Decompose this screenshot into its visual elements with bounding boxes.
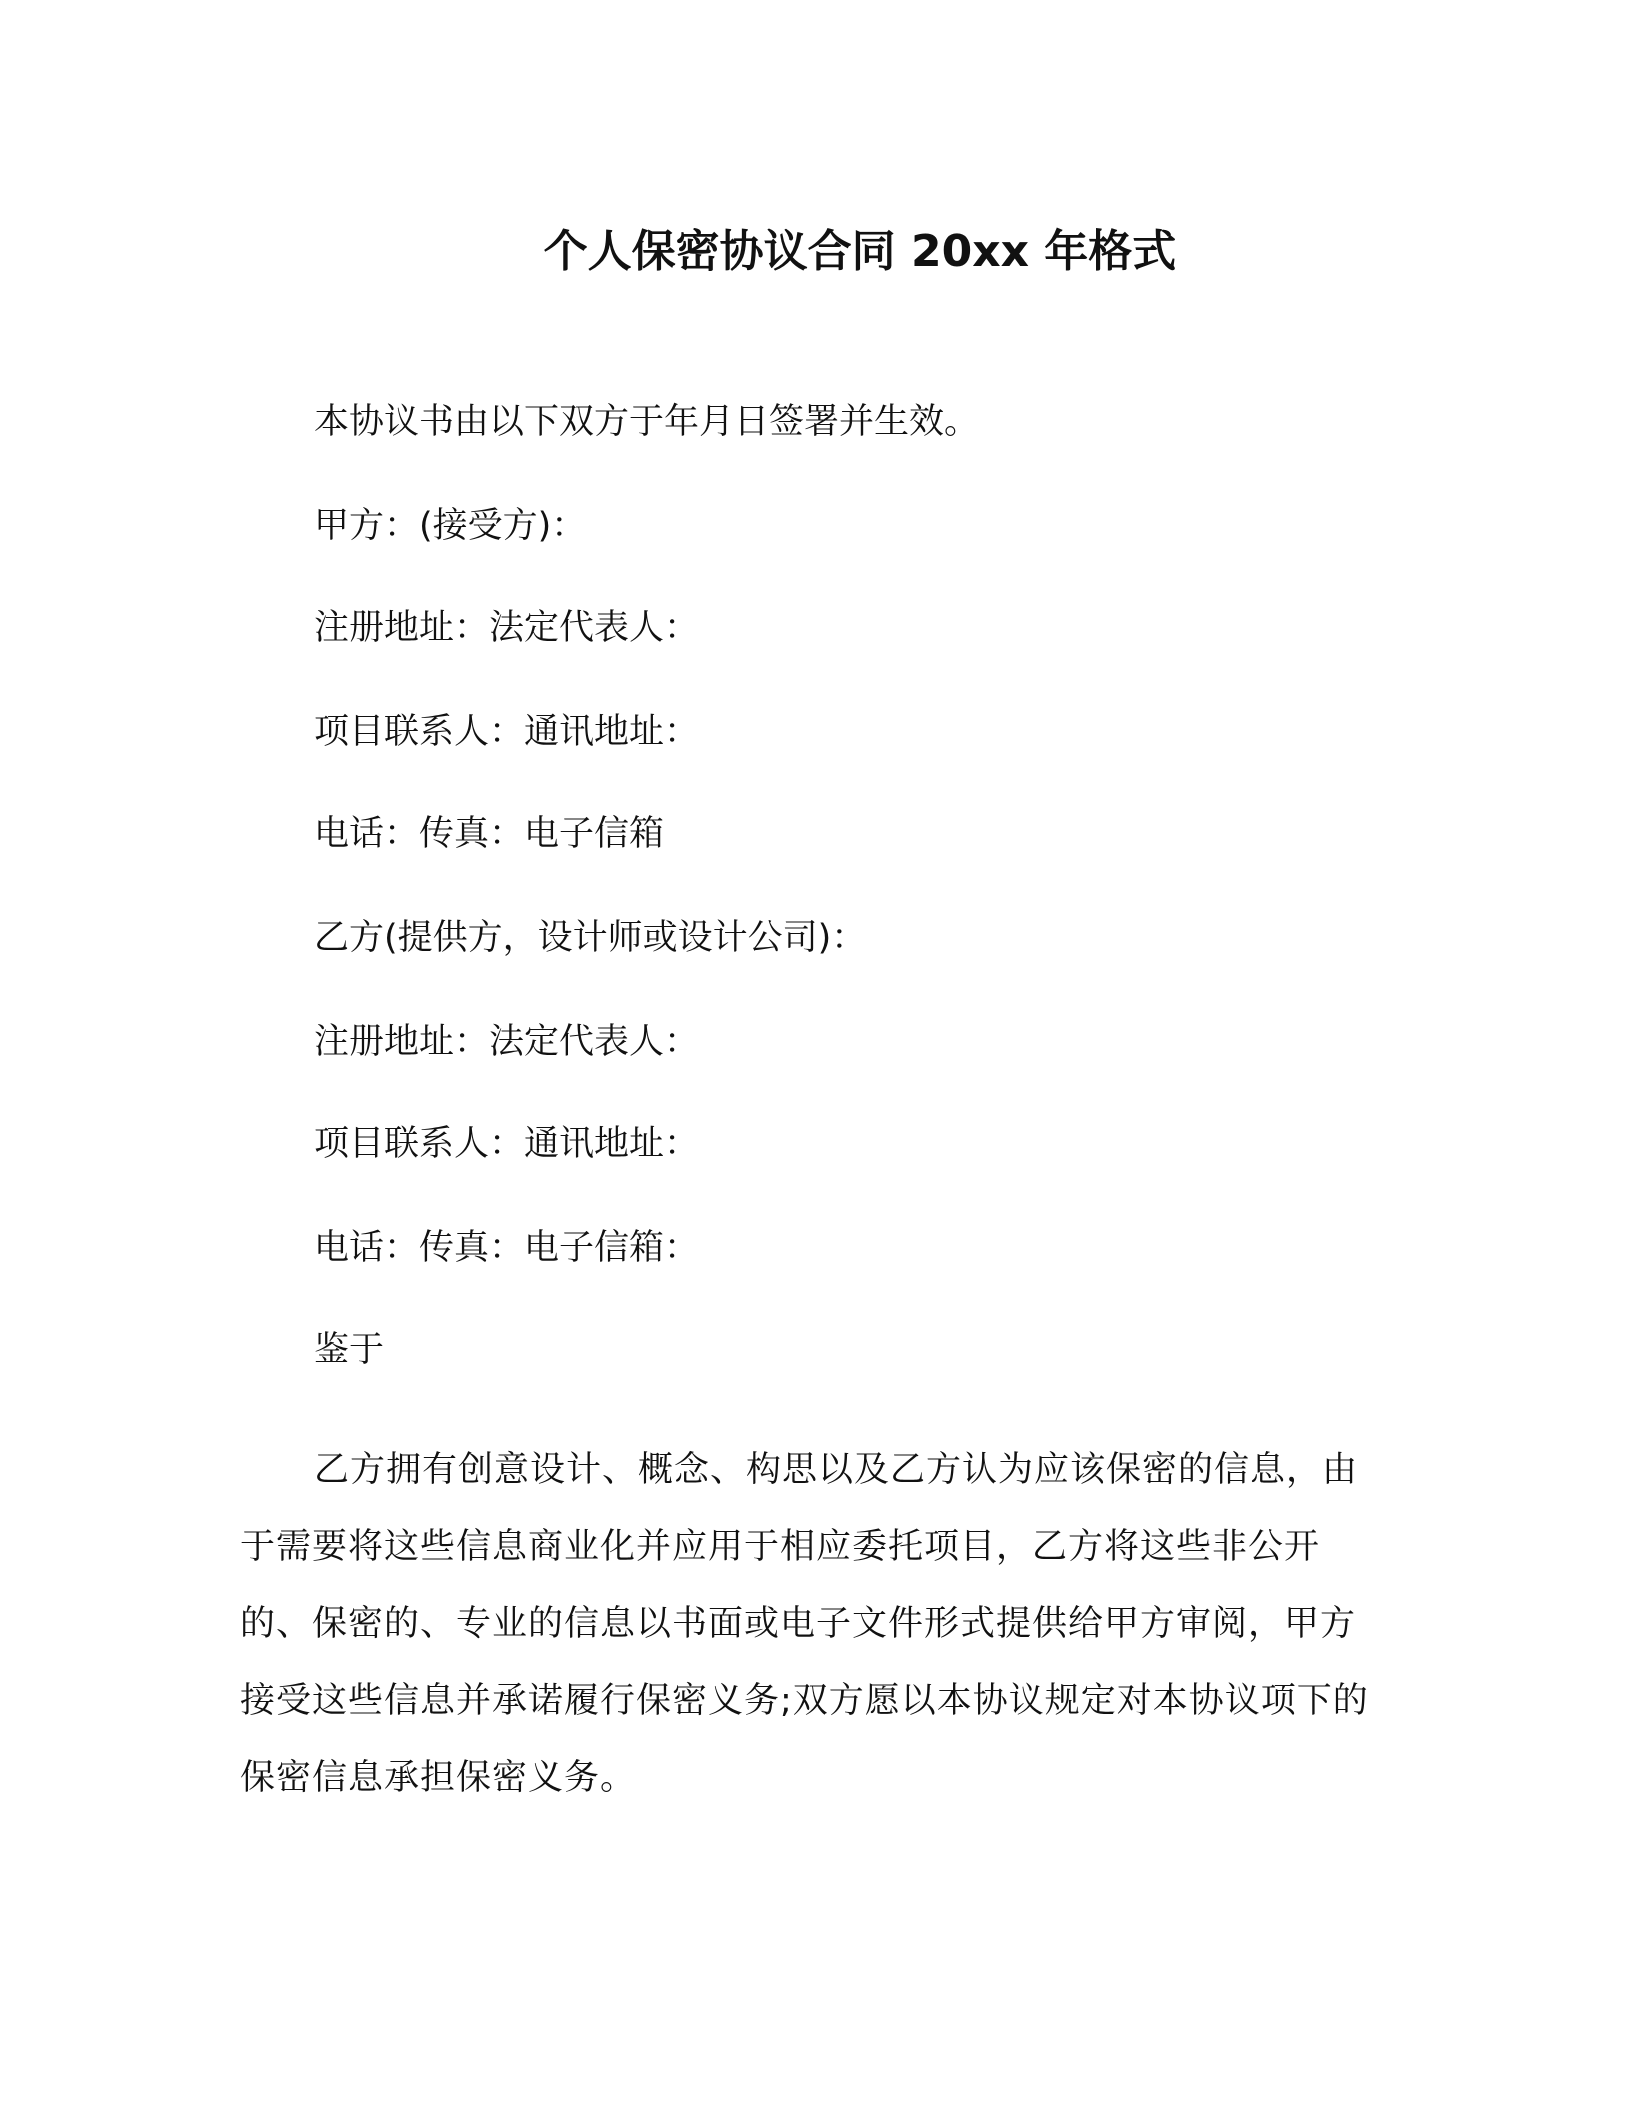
party-a-address-line: 注册地址：法定代表人： (314, 608, 700, 648)
body-paragraph: 乙方拥有创意设计、概念、构思以及乙方认为应该保密的信息，由于需要将这些信息商业化并应用于相应委托项目，乙方将这些非公开的、保密的、专业的信息以书面或电子文件形式提供给甲方审阅，甲方接受这些信息并承诺履行保密义务;双方愿以本协议规定对本协议项下的保密信息承担保密义务。 (240, 1450, 1369, 1798)
party-a-heading: 甲方：(接受方)： (314, 506, 587, 546)
party-b-contact-line: 项目联系人：通讯地址： (314, 1124, 700, 1164)
party-a-phone-line: 电话：传真：电子信箱 (314, 814, 665, 854)
party-b-phone-line: 电话：传真：电子信箱： (314, 1228, 700, 1268)
document-title: 个人保密协议合同 20xx 年格式 (543, 226, 1177, 277)
intro-line: 本协议书由以下双方于年月日签署并生效。 (314, 402, 980, 442)
party-a-contact-line: 项目联系人：通讯地址： (314, 712, 700, 752)
party-b-heading: 乙方(提供方，设计师或设计公司)： (314, 918, 867, 958)
whereas-heading: 鉴于 (314, 1330, 385, 1370)
party-b-address-line: 注册地址：法定代表人： (314, 1022, 700, 1062)
